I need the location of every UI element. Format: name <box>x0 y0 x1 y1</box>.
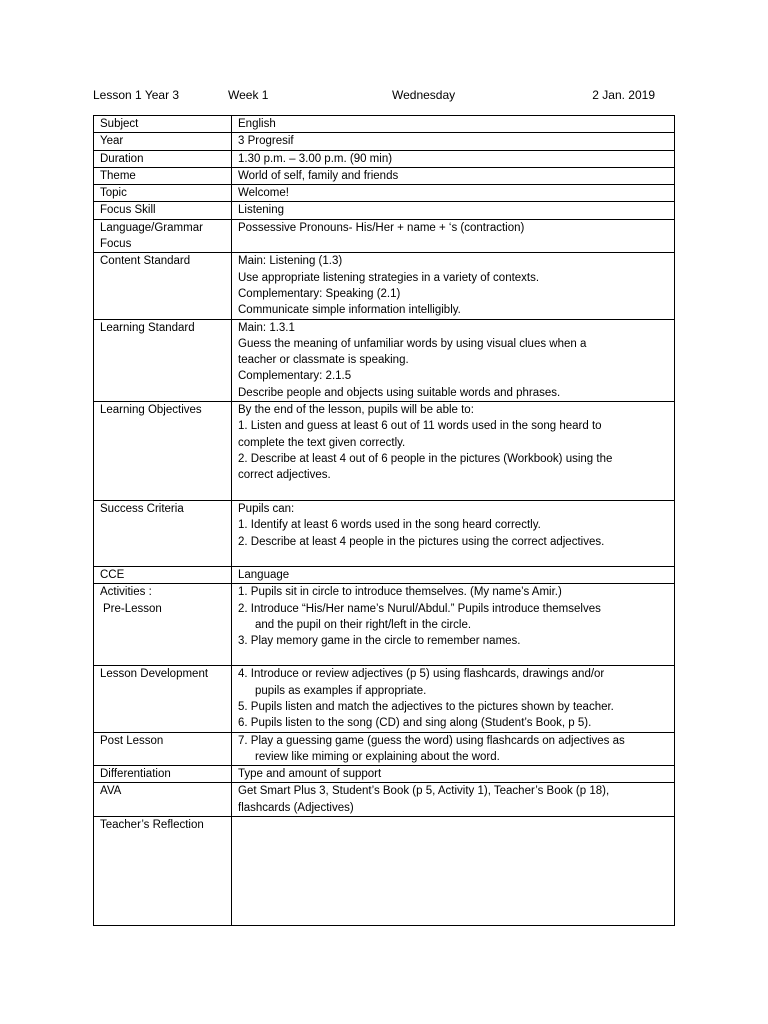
row-value <box>232 501 675 567</box>
row-value <box>232 253 675 319</box>
row-value <box>232 584 675 666</box>
row-value-line: Use appropriate listening strategies in a variety of contexts. <box>238 271 540 284</box>
row-value-line: Type and amount of support <box>238 768 382 781</box>
table-row <box>94 732 675 766</box>
row-label-text: AVA <box>100 785 122 798</box>
row-value-line: and the pupil on their right/left in the circle. <box>255 618 472 631</box>
row-label-text: Language/Grammar Focus <box>100 221 203 251</box>
table-row <box>94 567 675 584</box>
row-value <box>232 150 675 167</box>
row-value-line: 5. Pupils listen and match the adjectives to the pictures shown by teacher. <box>238 700 614 713</box>
row-label-text: Content Standard <box>100 255 191 268</box>
row-value-line: flashcards (Adjectives) <box>238 801 354 814</box>
row-label <box>94 584 232 666</box>
row-label-text: Subject <box>100 118 139 130</box>
row-value-line: 1. Pupils sit in circle to introduce themselves. (My name’s Amir.) <box>238 586 562 599</box>
row-value-line: correct adjectives. <box>238 469 331 482</box>
table-row <box>94 219 675 253</box>
row-value-line: pupils as examples if appropriate. <box>255 684 427 697</box>
row-label <box>94 783 232 817</box>
row-value <box>232 319 675 401</box>
table-row <box>94 783 675 817</box>
row-value <box>232 666 675 732</box>
row-label-text: Focus Skill <box>100 204 156 217</box>
row-value-line: Main: Listening (1.3) <box>238 255 343 268</box>
lesson-header <box>93 88 675 106</box>
row-value-line: 2. Describe at least 4 people in the pictures using the correct adjectives. <box>238 535 605 548</box>
row-label-text: Duration <box>100 152 144 165</box>
table-row <box>94 202 675 219</box>
table-row <box>94 766 675 783</box>
row-value-line: review like miming or explaining about the word. <box>255 750 500 763</box>
row-value <box>232 567 675 584</box>
row-value-line: 1. Identify at least 6 words used in the song heard correctly. <box>238 519 541 532</box>
row-value <box>232 219 675 253</box>
lesson-number: Lesson 1 Year 3 <box>93 88 180 102</box>
row-label <box>94 150 232 167</box>
row-label <box>94 817 232 926</box>
row-label-text: Lesson Development <box>100 668 209 681</box>
table-row <box>94 253 675 319</box>
row-value-line: 3 Progresif <box>238 135 294 148</box>
table-row <box>94 319 675 401</box>
row-value <box>232 732 675 766</box>
table-row <box>94 584 675 666</box>
row-label-text: Teacher’s Reflection <box>100 819 204 832</box>
row-label <box>94 116 232 133</box>
row-value-line: Language <box>238 569 290 582</box>
row-value <box>232 817 675 926</box>
lesson-plan-table <box>93 115 675 926</box>
row-value <box>232 133 675 150</box>
row-value-line: Main: 1.3.1 <box>238 321 295 334</box>
row-value-line: World of self, family and friends <box>238 169 399 182</box>
row-label-text: CCE <box>100 569 125 582</box>
week-label: Week 1 <box>228 88 269 102</box>
row-value-line: 2. Describe at least 4 out of 6 people in the pictures (Workbook) using the <box>238 452 613 465</box>
row-value-line: Get Smart Plus 3, Student’s Book (p 5, Activity 1), Teacher’s Book (p 18), <box>238 785 610 798</box>
table-row <box>94 133 675 150</box>
row-label-text: Post Lesson <box>100 734 164 747</box>
row-value-line: Communicate simple information intelligibly. <box>238 304 461 317</box>
row-label <box>94 732 232 766</box>
table-row <box>94 817 675 926</box>
row-value-line: 1.30 p.m. – 3.00 p.m. (90 min) <box>238 152 393 165</box>
row-value-line: complete the text given correctly. <box>238 436 406 449</box>
row-label-text: Differentiation <box>100 768 171 781</box>
row-value-line: English <box>238 118 276 130</box>
row-value-line: 3. Play memory game in the circle to remember names. <box>238 635 521 648</box>
row-value-line: 7. Play a guessing game (guess the word) using flashcards on adjectives as <box>238 734 625 747</box>
row-label <box>94 402 232 501</box>
row-label-text: Success Criteria <box>100 503 184 516</box>
row-value-line: Pupils can: <box>238 503 295 516</box>
row-value <box>232 766 675 783</box>
day-label: Wednesday <box>392 88 456 102</box>
row-value <box>232 202 675 219</box>
row-label-text: Learning Standard <box>100 321 195 334</box>
row-value-line: Possessive Pronouns- His/Her + name + ‘s (contraction) <box>238 221 525 234</box>
row-label <box>94 167 232 184</box>
table-row <box>94 402 675 501</box>
row-label <box>94 253 232 319</box>
row-label <box>94 666 232 732</box>
row-value-line: Complementary: Speaking (2.1) <box>238 287 401 300</box>
row-label <box>94 133 232 150</box>
row-label <box>94 501 232 567</box>
table-row <box>94 501 675 567</box>
table-row <box>94 167 675 184</box>
row-value <box>232 116 675 133</box>
row-value <box>232 185 675 202</box>
row-value-line: Describe people and objects using suitable words and phrases. <box>238 386 561 399</box>
row-label-text: Year <box>100 135 124 148</box>
row-value-line: 4. Introduce or review adjectives (p 5) using flashcards, drawings and/or <box>238 668 605 681</box>
row-label <box>94 219 232 253</box>
row-value-line: 2. Introduce “His/Her name’s Nurul/Abdul.” Pupils introduce themselves <box>238 602 601 615</box>
table-row <box>94 185 675 202</box>
row-label <box>94 319 232 401</box>
row-label <box>94 202 232 219</box>
row-label <box>94 567 232 584</box>
date-label: 2 Jan. 2019 <box>592 88 655 102</box>
row-value-line: By the end of the lesson, pupils will be able to: <box>238 404 474 417</box>
row-value <box>232 167 675 184</box>
row-label-text: Topic <box>100 187 127 200</box>
table-row <box>94 116 675 133</box>
row-value-line: 1. Listen and guess at least 6 out of 11 words used in the song heard to <box>238 420 602 433</box>
row-value-line: teacher or classmate is speaking. <box>238 354 409 367</box>
row-value-line: Welcome! <box>238 187 289 200</box>
row-label-text: Learning Objectives <box>100 404 202 417</box>
row-value <box>232 402 675 501</box>
row-label-text: Activities : <box>100 586 152 599</box>
row-value <box>232 783 675 817</box>
table-row <box>94 150 675 167</box>
row-value-line: Guess the meaning of unfamiliar words by using visual clues when a <box>238 337 587 350</box>
lesson-plan-body <box>94 116 675 926</box>
row-value-line: 6. Pupils listen to the song (CD) and sing along (Student’s Book, p 5). <box>238 717 592 730</box>
row-value-line: Complementary: 2.1.5 <box>238 370 352 383</box>
row-label-text: Theme <box>100 169 136 182</box>
row-label <box>94 766 232 783</box>
table-row <box>94 666 675 732</box>
row-value-line: Listening <box>238 204 285 217</box>
row-label <box>94 185 232 202</box>
row-label-subtext: Pre-Lesson <box>103 602 162 615</box>
